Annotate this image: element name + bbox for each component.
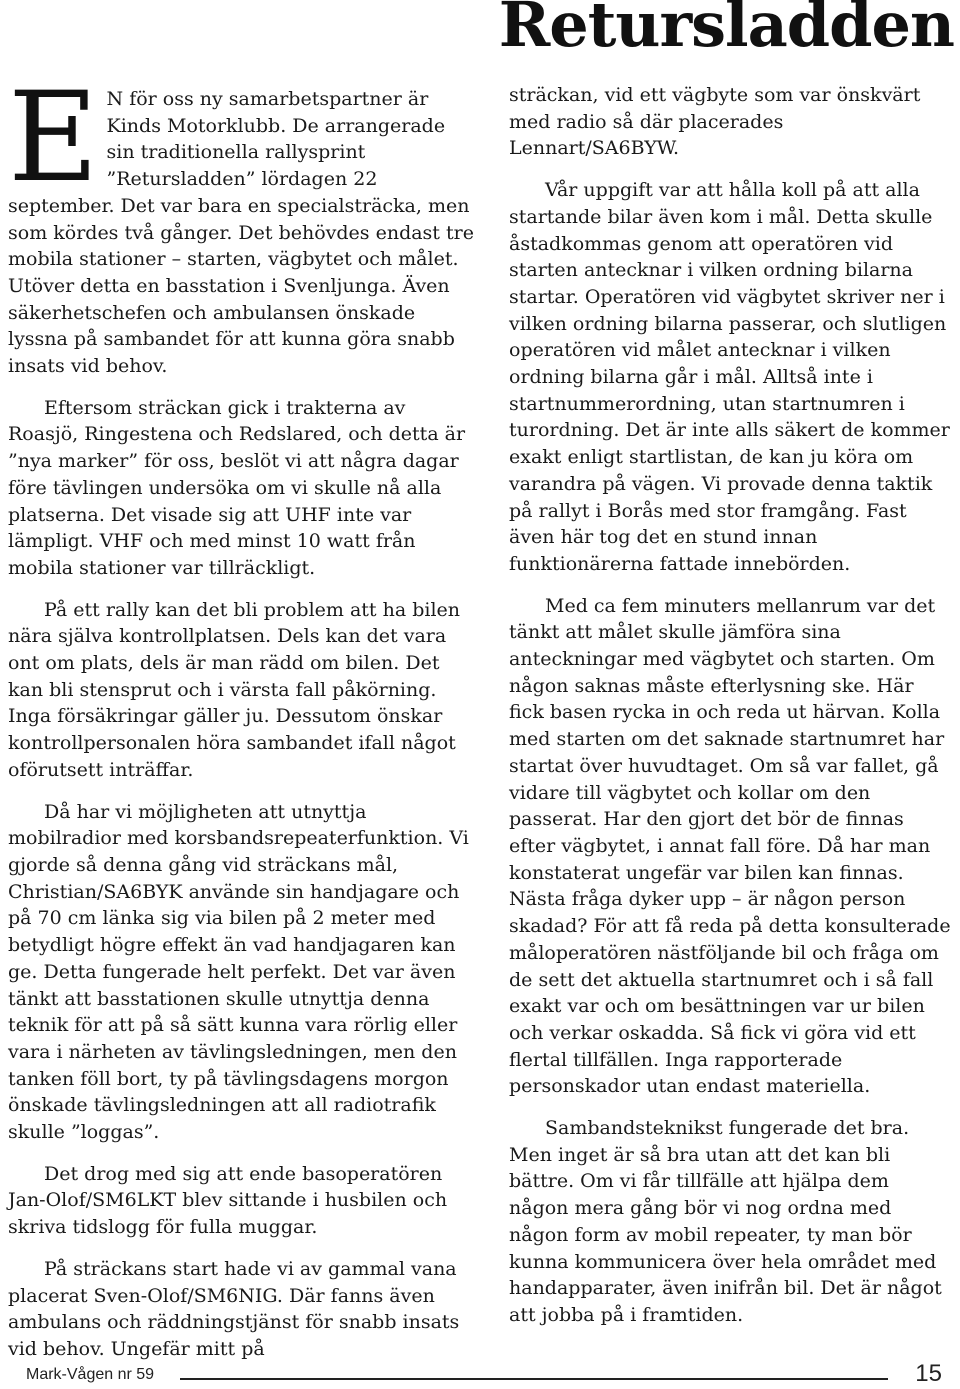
article-paragraph xyxy=(8,66,474,380)
masthead-title: Retursladden xyxy=(498,0,954,61)
publication-name: Mark-Vågen nr 59 xyxy=(26,1366,155,1383)
right-column xyxy=(509,82,953,1344)
article-paragraph: Sambandsteknikst fungerade det bra. Men inget är så bra utan att det kan bli bättre. Om vi får tillfälle att hjälpa dem någon mera gång bör vi nog ordna med någon form av mobil repeater, ty man bör kunna kommunicera över hela området med handapparater, även inifrån bil. Det är något att jobba på i framtiden. xyxy=(509,1117,942,1326)
left-column xyxy=(8,66,474,1378)
article-paragraph: Då har vi möjligheten att utnyttja mobilradior med korsbandsrepeaterfunktion. Vi gjorde så denna gång vid sträckans mål, Christian/SA6BYK använde sin handjagare och på 70 cm länka sig via bilen på 2 meter med betydligt högre effekt än vad handjagaren kan ge. Detta fungerade helt perfekt. Det var även tänkt att basstationen skulle utnyttja denna teknik för att på så sätt kunna vara rörlig eller vara i närheten av tävlingsledningen, men den tanken föll bort, ty på tävlingsdagens morgon önskade tävlingsledningen att all radiotrafik skulle ”loggas”. xyxy=(8,800,469,1144)
article-paragraph: sträckan, vid ett vägbyte som var önskvärt med radio så där placerades Lennart/SA6BYW. xyxy=(509,84,921,160)
article-paragraph: Eftersom sträckan gick i trakterna av Roasjö, Ringestena och Redslared, och detta är ”nya marker” för oss, beslöt vi att några dagar före tävlingen undersöka om vi skulle nå alla platserna. Det visade sig att UHF inte var lämpligt. VHF och med minst 10 watt från mobila stationer var tillräckligt. xyxy=(8,396,466,579)
page-number: 15 xyxy=(915,1360,942,1387)
footer-divider xyxy=(180,1378,888,1380)
article-paragraph: På ett rally kan det bli problem att ha bilen nära själva kontrollplatsen. Dels kan det vara ont om plats, dels är man rädd om bilen. Det kan bli stensprut och i värsta fall påkörning. Inga försäkringar gäller ju. Dessutom önskar kontrollpersonalen höra sambandet ifall något oförutsett inträffar. xyxy=(8,598,461,781)
paragraph-text: N för oss ny samarbetspartner är Kinds Motorklubb. De arrangerade sin traditionella rallysprint ”Retursladden” lördagen 22 september. Det var bara en specialsträcka, men som kördes två gånger. Det behövdes endast tre mobila stationer – starten, vägbytet och målet. Utöver detta en basstation i Svenljunga. Även säkerhetschefen och ambulansen önskade lyssna på sambandet för att kunna göra snabb insats vid behov. xyxy=(8,88,474,378)
article-paragraph: Det drog med sig att ende basoperatören Jan-Olof/SM6LKT blev sittande i husbilen och skriva tidslogg för fulla muggar. xyxy=(8,1162,448,1239)
article-paragraph: På sträckans start hade vi av gammal vana placerat Sven-Olof/SM6NIG. Där fanns även ambulans och räddningstjänst för snabb insats vid behov. Ungefär mitt på xyxy=(8,1257,460,1360)
drop-cap: E xyxy=(8,66,99,210)
article-paragraph: Med ca fem minuters mellanrum var det tänkt att målet skulle jämföra sina anteckningar med vägbytet och starten. Om någon saknas måste efterlysning ske. Här fick basen rycka in och reda ut härvan. Kolla med starten om det saknade startnumret har startat över huvudtaget. Om så var fallet, gå vidare till vägbytet och kollar om den passerat. Har den gjort det bör de finnas efter vägbytet, i annat fall före. Då har man konstaterat ungefär var bilen kan finnas. Nästa fråga dyker upp – är någon person skadad? För att få reda på detta konsulterade måloperatören nästföljande bil och fråga om de sett det aktuella startnumret och i så fall exakt var och om besättningen var ur bilen och verkar oskadda. Så fick vi göra vid ett flertal tillfällen. Inga rapporterade personskador utan endast materiella. xyxy=(509,594,951,1098)
article-paragraph: Vår uppgift var att hålla koll på att alla startande bilar även kom i mål. Detta skulle åstadkommas genom att operatören vid starten antecknar i vilken ordning bilarna startar. Operatören vid vägbytet skriver ner i vilken ordning bilarna passerar, och slutligen operatören vid målet antecknar i vilken ordning bilarna går i mål. Alltså inte i startnummerordning, utan startnumren i turordning. Det är inte alls säkert de kommer exakt enligt startlistan, de kan ju köra om varandra på vägen. Vi provade denna taktik på rallyt i Borås med stor framgång. Fast även här tog det en stund innan funktionärerna fattade innebörden. xyxy=(509,179,950,575)
